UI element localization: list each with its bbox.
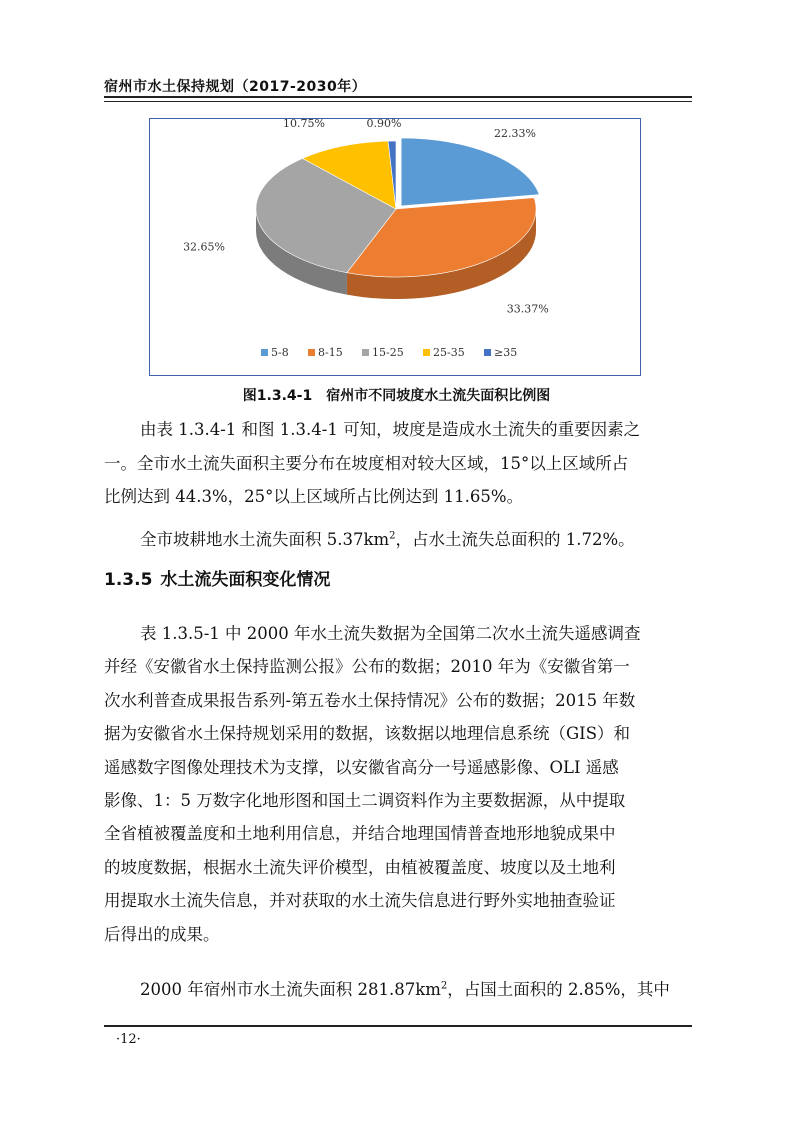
pie-slice xyxy=(401,138,539,206)
legend-swatch xyxy=(362,349,369,356)
pie-chart xyxy=(149,118,641,376)
paragraph-3-line: 影像、1：5 万数字化地形图和国土二调资料作为主要数据源，从中提取 xyxy=(104,791,626,810)
legend-swatch xyxy=(423,349,430,356)
paragraph-3-line: 据为安徽省水土保持规划采用的数据，该数据以地理信息系统（GIS）和 xyxy=(104,724,631,744)
header-rule-thick xyxy=(104,96,692,98)
running-header: 宿州市水土保持规划（2017-2030年） xyxy=(104,79,367,95)
footer-rule xyxy=(104,1025,692,1027)
paragraph-2-text: 全市坡耕地水土流失面积 5.37km xyxy=(140,530,390,549)
legend-label: ≥35 xyxy=(494,346,518,359)
legend-swatch xyxy=(308,349,315,356)
pie-chart-svg xyxy=(150,119,642,377)
figure-number: 图1.3.4-1 xyxy=(242,388,313,404)
paragraph-3-line: 次水利普查成果报告系列-第五卷水土保持情况》公布的数据；2015 年数 xyxy=(104,690,636,710)
section-title: 水土流失面积变化情况 xyxy=(160,570,331,590)
figure-caption-text: 宿州市不同坡度水土流失面积比例图 xyxy=(326,388,551,404)
pie-data-label: 22.33% xyxy=(494,127,536,140)
paragraph-4 xyxy=(104,973,692,1007)
paragraph-2 xyxy=(104,523,692,557)
section-number: 1.3.5 xyxy=(104,570,153,590)
paragraph-3-line: 并经《安徽省水土保持监测公报》公布的数据；2010 年为《安徽省第一 xyxy=(104,657,630,677)
legend-swatch xyxy=(261,349,268,356)
paragraph-3-line: 后得出的成果。 xyxy=(104,924,220,944)
section-heading xyxy=(104,565,330,590)
legend-label: 8-15 xyxy=(318,346,343,359)
header-rule-thin xyxy=(104,101,692,102)
page-number: ·12· xyxy=(116,1032,141,1047)
paragraph-3-line: 全省植被覆盖度和土地利用信息，并结合地理国情普查地形地貌成果中 xyxy=(104,824,616,844)
pie-data-label: 10.75% xyxy=(283,119,325,130)
paragraph-3-line: 的坡度数据，根据水土流失评价模型，由植被覆盖度、坡度以及土地利 xyxy=(104,857,616,877)
paragraph-4-text-end: ，占国土面积的 2.85%，其中 xyxy=(447,980,670,999)
legend-swatch xyxy=(484,349,491,356)
paragraph-1-line-1: 由表 1.3.4-1 和图 1.3.4-1 可知，坡度是造成水土流失的重要因素之 xyxy=(140,420,641,439)
superscript: 2 xyxy=(389,530,396,542)
paragraph-3-line: 表 1.3.5-1 中 2000 年水土流失数据为全国第二次水土流失遥感调查 xyxy=(140,624,641,643)
paragraph-1-line-3: 比例达到 44.3%，25°以上区域所占比例达到 11.65%。 xyxy=(104,487,524,506)
superscript: 2 xyxy=(440,980,448,992)
paragraph-3-line: 遥感数字图像处理技术为支撑，以安徽省高分一号遥感影像、OLI 遥感 xyxy=(104,757,619,777)
legend-label: 25-35 xyxy=(433,346,465,359)
paragraph-4-text: 2000 年宿州市水土流失面积 281.87km xyxy=(140,980,441,999)
legend-label: 15-25 xyxy=(372,346,404,359)
paragraph-1-line-2: 一。全市水土流失面积主要分布在坡度相对较大区域，15°以上区域所占 xyxy=(104,453,629,473)
figure-caption xyxy=(0,385,793,405)
legend-label: 5-8 xyxy=(271,346,289,359)
pie-data-label: 32.65% xyxy=(183,240,226,254)
paragraph-3-line: 用提取水土流失信息，并对获取的水土流失信息进行野外实地抽查验证 xyxy=(104,891,616,911)
paragraph-2-text-end: ，占水土流失总面积的 1.72%。 xyxy=(395,530,635,549)
pie-data-label: 0.90% xyxy=(366,119,402,130)
pie-data-label: 33.37% xyxy=(506,302,549,316)
